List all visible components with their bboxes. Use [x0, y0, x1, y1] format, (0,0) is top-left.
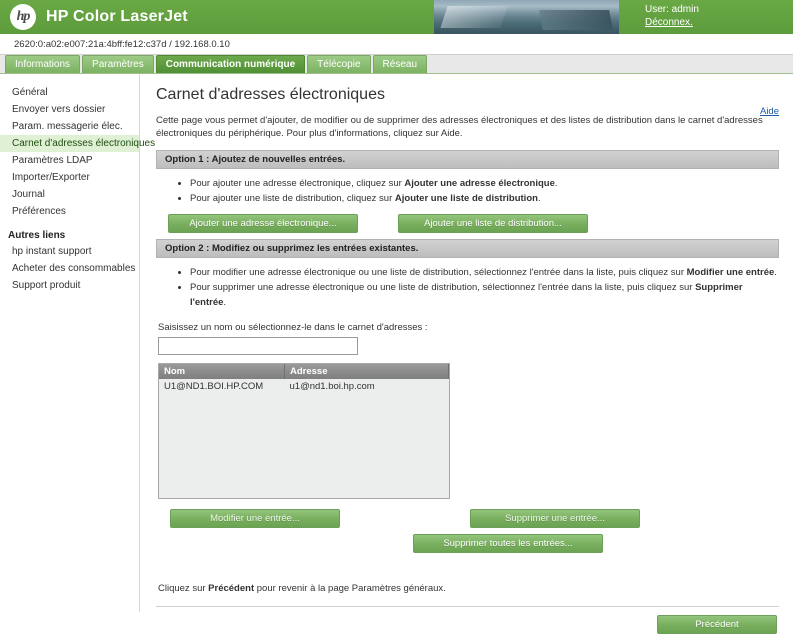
delete-all-entries-button[interactable]: Supprimer toutes les entrées...: [413, 534, 603, 553]
cell-nom: U1@ND1.BOI.HP.COM: [159, 379, 285, 394]
address-search-input[interactable]: [158, 337, 358, 355]
option1-bullet-2-post: .: [537, 193, 541, 204]
option1-bullet-2: [190, 191, 779, 206]
footer-note-post: pour revenir à la page Paramètres généraux.: [254, 583, 446, 594]
sidebar: [0, 74, 156, 612]
intro-text: Cette page vous permet d'ajouter, de modifier ou de supprimer des adresses électroniques et des listes de distribution dans le carnet d'adresses électroniques du périphérique. Pour plus d'informations, cliquez sur Aide.: [156, 115, 763, 139]
sidebar-item-carnet-adresses[interactable]: Carnet d'adresses électroniques: [0, 135, 139, 152]
help-link[interactable]: Aide: [759, 106, 779, 117]
footer-note: [158, 583, 779, 594]
footer-divider: [156, 606, 779, 607]
option1-section-bar: Option 1 : Ajoutez de nouvelles entrées.: [156, 150, 779, 169]
back-button[interactable]: Précédent: [657, 615, 777, 634]
delete-entry-button[interactable]: Supprimer une entrée...: [470, 509, 640, 528]
sidebar-item-param-messagerie[interactable]: Param. messagerie élec.: [12, 121, 123, 132]
option2-section-bar: Option 2 : Modifiez ou supprimez les entrées existantes.: [156, 239, 779, 258]
table-header-row: [159, 364, 449, 379]
product-name: HP Color LaserJet: [46, 8, 188, 25]
edit-entry-button[interactable]: Modifier une entrée...: [170, 509, 340, 528]
header-banner-image: [434, 0, 619, 34]
option2-bullet-2: [190, 280, 779, 310]
user-label: User: admin: [645, 4, 699, 15]
option1-bullet-1-post: .: [554, 178, 558, 189]
add-distribution-list-button[interactable]: Ajouter une liste de distribution...: [398, 214, 588, 233]
sidebar-item-journal[interactable]: Journal: [12, 189, 45, 200]
tab-communication-numerique[interactable]: Communication numérique: [156, 55, 305, 73]
app-header: [0, 0, 793, 34]
footer-note-strong: Précédent: [208, 583, 255, 594]
sidebar-item-envoyer-vers-dossier[interactable]: Envoyer vers dossier: [12, 104, 106, 115]
footer-note-pre: Cliquez sur: [158, 583, 209, 594]
user-info: [645, 3, 785, 29]
option1-bullet-2-strong: Ajouter une liste de distribution: [394, 193, 538, 204]
search-label: Saisissez un nom ou sélectionnez-le dans le carnet d'adresses :: [158, 322, 428, 333]
device-address-bar: [0, 34, 793, 55]
table-row[interactable]: [159, 379, 449, 394]
hp-logo-icon: [10, 4, 36, 30]
tab-telecopie[interactable]: Télécopie: [307, 55, 370, 73]
logout-link[interactable]: Déconnex.: [645, 17, 693, 28]
page-title: Carnet d'adresses électroniques: [156, 86, 385, 103]
sidebar-item-importer-exporter[interactable]: Importer/Exporter: [12, 172, 90, 183]
option2-button-group: [158, 509, 779, 553]
sidebar-heading-autres-liens: Autres liens: [8, 230, 66, 241]
main-tabbar: [0, 55, 793, 74]
sidebar-item-parametres-ldap[interactable]: Paramètres LDAP: [12, 155, 93, 166]
cell-adresse: u1@nd1.boi.hp.com: [285, 379, 449, 394]
tab-informations[interactable]: Informations: [5, 55, 80, 73]
option2-bullet-2-post: .: [223, 297, 227, 308]
column-header-nom: Nom: [159, 364, 285, 379]
option2-bullet-1-pre: Pour modifier une adresse électronique ou une liste de distribution, sélectionnez l'entrée dans la liste, puis cliquez sur: [190, 267, 687, 278]
sidebar-link-hp-instant-support[interactable]: hp instant support: [12, 246, 92, 257]
option1-bullet-1: [190, 176, 779, 191]
tab-reseau[interactable]: Réseau: [373, 55, 427, 73]
hp-logo-text: hp: [16, 9, 30, 24]
footer-button-row: [156, 615, 779, 634]
option2-button-row-1: [158, 509, 779, 528]
option1-bullet-2-pre: Pour ajouter une liste de distribution, cliquez sur: [190, 193, 395, 204]
table-empty-area: [159, 394, 449, 498]
device-address-value: 2620:0:a02:e007:21a:4bff:fe12:c37d / 192.168.0.10: [14, 38, 230, 50]
sidebar-link-acheter-consommables[interactable]: Acheter des consommables: [12, 263, 136, 274]
option1-bullet-1-pre: Pour ajouter une adresse électronique, cliquez sur: [190, 178, 405, 189]
page-content: [0, 74, 793, 630]
main-panel: [140, 74, 793, 630]
option2-bullet-2-pre: Pour supprimer une adresse électronique ou une liste de distribution, sélectionnez l'entrée dans la liste, puis cliquez sur: [190, 282, 696, 293]
sidebar-item-preferences[interactable]: Préférences: [12, 206, 66, 217]
option2-bullet-2-strong: Supprimer l'entrée: [190, 282, 743, 308]
option2-bullet-1-strong: Modifier une entrée: [686, 267, 775, 278]
option1-bullets: [156, 176, 779, 206]
option2-bullet-1: [190, 265, 779, 280]
option2-button-row-2: [158, 534, 779, 553]
address-table[interactable]: [158, 363, 450, 499]
sidebar-link-support-produit[interactable]: Support produit: [12, 280, 81, 291]
option1-button-row: [168, 214, 779, 233]
add-email-address-button[interactable]: Ajouter une adresse électronique...: [168, 214, 358, 233]
option1-bullet-1-strong: Ajouter une adresse électronique: [404, 178, 555, 189]
column-header-adresse: Adresse: [285, 364, 449, 379]
option2-bullet-1-post: .: [774, 267, 777, 278]
option2-bullets: [156, 265, 779, 310]
tab-parametres[interactable]: Paramètres: [82, 55, 154, 73]
sidebar-item-general[interactable]: Général: [12, 87, 48, 98]
